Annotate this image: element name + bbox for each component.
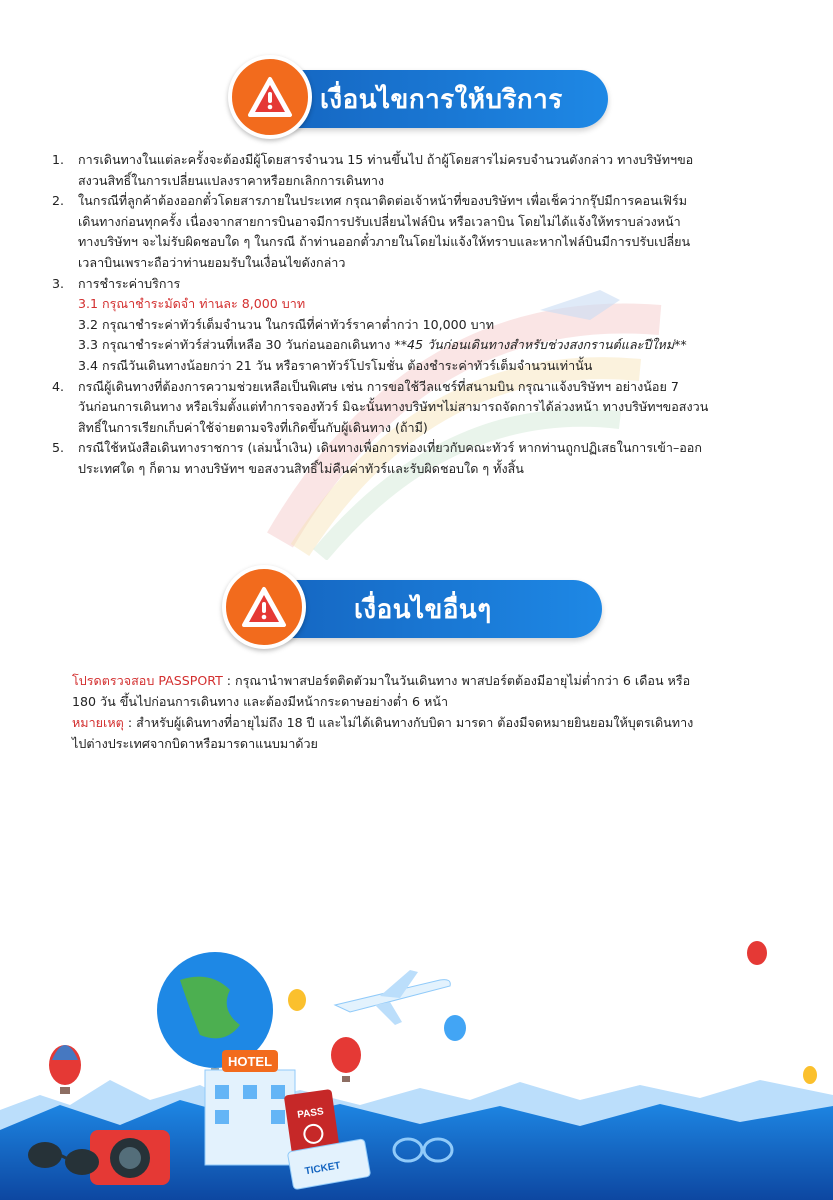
item-text-cont: เดินทางก่อนทุกครั้ง เนื่องจากสายการบินอาจมีการปรับเปลี่ยนไฟล์บิน หรือเวลาบิน โดยไม่ได้แจ้งให้ทราบล่วงหน้า — [78, 213, 681, 229]
passport-text: : กรุณานำพาสปอร์ตติดตัวมาในวันเดินทาง พาสปอร์ตต้องมีอายุไม่ต่ำกว่า 6 เดือน หรือ — [222, 673, 691, 688]
list-item — [52, 150, 792, 191]
item-text: กรณีใช้หนังสือเดินทางราชการ (เล่มน้ำเงิน) เดินทางเพื่อการท่องเที่ยวกับคณะทัวร์ หากท่านถูกปฏิเสธในการเข้า–ออก — [78, 440, 702, 456]
payment-short-notice: 3.4 กรณีวันเดินทางน้อยกว่า 21 วัน หรือราคาทัวร์โปรโมชั่น ต้องชำระค่าทัวร์เต็มจำนวนเท่านั้น — [78, 357, 593, 373]
item-number: 5. — [52, 440, 65, 456]
section-title: เงื่อนไขการให้บริการ — [320, 84, 563, 115]
hot-air-balloon-icon — [444, 1015, 466, 1041]
section-title: เงื่อนไขอื่นๆ — [354, 594, 492, 625]
passport-label: โปรดตรวจสอบ PASSPORT — [72, 673, 223, 688]
hot-air-balloon-icon — [747, 941, 767, 965]
hot-air-balloon-icon — [331, 1037, 361, 1082]
item-text-cont: สงวนสิทธิ์ในการเปลี่ยนแปลงราคาหรือยกเลิกการเดินทาง — [78, 172, 385, 188]
remark-note — [72, 712, 792, 733]
travel-footer-illustration — [0, 900, 833, 1200]
passport-note — [72, 670, 792, 691]
warning-badge — [228, 55, 312, 139]
item-text: ในกรณีที่ลูกค้าต้องออกตั๋วโดยสารภายในประเทศ กรุณาติดต่อเจ้าหน้าที่ของบริษัทฯ เพื่อเช็คว่ากรุ๊ปมีการคอนเฟิร์ม — [78, 193, 688, 209]
warning-icon — [241, 586, 287, 628]
item-text: การเดินทางในแต่ละครั้งจะต้องมีผู้โดยสารจำนวน 15 ท่านขึ้นไป ถ้าผู้โดยสารไม่ครบจำนวนดังกล่าว ทางบริษัทฯขอ — [78, 152, 694, 167]
payment-holiday-note: **45 วันก่อนเดินทางสำหรับช่วงสงกรานต์และปีใหม่** — [394, 337, 687, 353]
payment-remaining-text: 3.3 กรุณาชำระค่าทัวร์ส่วนที่เหลือ 30 วันก่อนออกเดินทาง — [78, 337, 395, 353]
camera-icon — [90, 1130, 170, 1185]
item-number: 4. — [52, 378, 65, 394]
hot-air-balloon-icon — [803, 1066, 817, 1084]
item-number: 3. — [52, 275, 65, 291]
list-item — [52, 377, 792, 439]
item-number: 1. — [52, 152, 65, 167]
item-text-cont: วันก่อนการเดินทาง หรือเริ่มตั้งแต่ทำการจองทัวร์ มิฉะนั้นทางบริษัทฯไม่สามารถจัดการได้ล่วงหน้า ทางบริษัทฯขอสงวน — [78, 399, 709, 415]
item-text-cont: เวลาบินเพราะถือว่าท่านยอมรับในเงื่อนไขดังกล่าว — [78, 254, 346, 270]
warning-badge — [222, 565, 306, 649]
item-text: กรณีผู้เดินทางที่ต้องการความช่วยเหลือเป็นพิเศษ เช่น การขอใช้วีลแชร์ที่สนามบิน กรุณาแจ้งบริษัทฯ อย่างน้อย 7 — [78, 378, 679, 394]
item-number: 2. — [52, 193, 65, 209]
passport-word: PASS — [296, 1106, 325, 1121]
item-text-cont: สิทธิ์ในการเรียกเก็บค่าใช้จ่ายตามจริงที่เกิดขึ้นกับผู้เดินทาง (ถ้ามี) — [78, 419, 428, 435]
hot-air-balloon-icon — [49, 1045, 81, 1094]
list-item — [52, 274, 792, 377]
passport-text-cont: 180 วัน ขึ้นไปก่อนการเดินทาง และต้องมีหน้ากระดาษอย่างต่ำ 6 หน้า — [72, 694, 449, 709]
hotel-sign: HOTEL — [227, 1054, 273, 1069]
item-text: การชำระค่าบริการ — [78, 275, 181, 291]
item-text-cont: ประเทศใด ๆ ก็ตาม ทางบริษัทฯ ขอสงวนสิทธิ์ไม่คืนค่าทัวร์และรับผิดชอบใด ๆ ทั้งสิ้น — [78, 460, 524, 476]
section-header-other-conditions — [222, 578, 602, 640]
ticket-word: TICKET — [303, 1160, 342, 1178]
remark-text-cont: ไปต่างประเทศจากบิดาหรือมารดาแนบมาด้วย — [72, 736, 318, 751]
remark-label: หมายเหตุ — [72, 715, 124, 730]
remark-text: : สำหรับผู้เดินทางที่อายุไม่ถึง 18 ปี และไม่ได้เดินทางกับบิดา มารดา ต้องมีจดหมายยินยอมให้บุตรเดินทาง — [123, 715, 694, 730]
list-item — [52, 191, 792, 273]
payment-remaining — [78, 335, 792, 356]
warning-icon — [247, 76, 293, 118]
airplane-icon — [335, 970, 450, 1025]
hot-air-balloon-icon — [288, 989, 306, 1011]
service-conditions-list — [52, 150, 792, 480]
section-header-service-conditions — [228, 68, 608, 130]
payment-deposit: 3.1 กรุณาชำระมัดจำ ท่านละ 8,000 บาท — [78, 296, 306, 312]
item-text-cont: ทางบริษัทฯ จะไม่รับผิดชอบใด ๆ ในกรณี ถ้าท่านออกตั๋วภายในโดยไม่แจ้งให้ทราบและหากไฟล์บินมีการปรับเปลี่ยน — [78, 234, 691, 250]
list-item — [52, 438, 792, 479]
payment-full: 3.2 กรุณาชำระค่าทัวร์เต็มจำนวน ในกรณีที่ค่าทัวร์ราคาต่ำกว่า 10,000 บาท — [78, 316, 495, 332]
other-conditions — [72, 670, 792, 754]
